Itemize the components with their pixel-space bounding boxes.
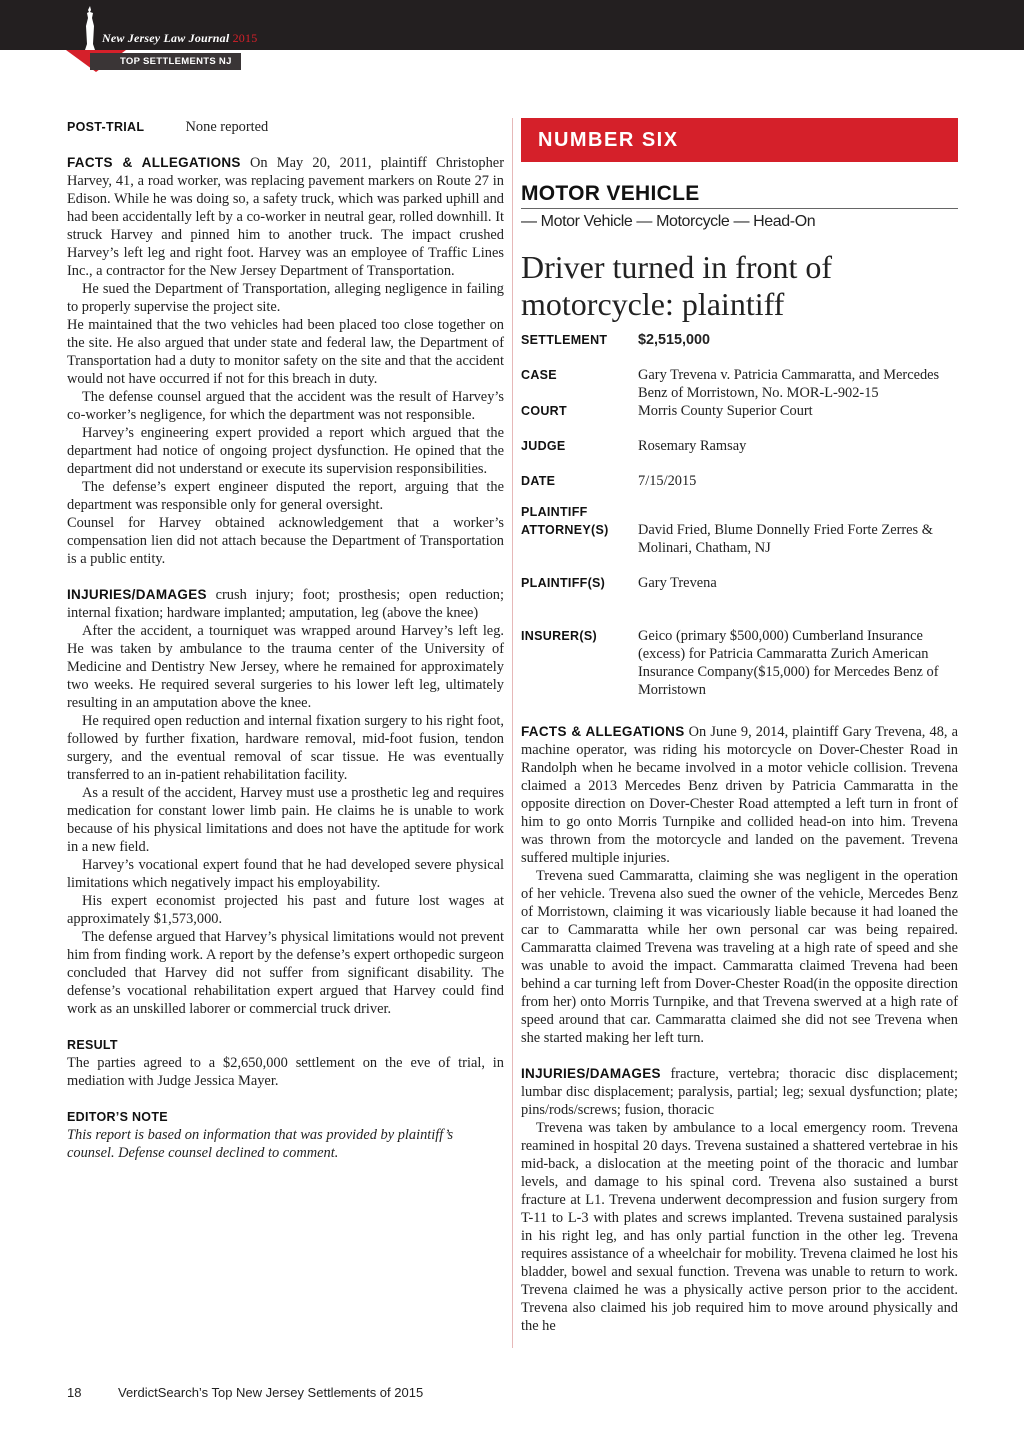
date-label: DATE <box>521 474 556 488</box>
settlement-value: $2,515,000 <box>638 332 711 348</box>
injuries-paragraph: crush injury; foot; prosthesis; open reduction; internal fixation; hardware implanted; amputation, leg (above the knee) <box>67 587 504 621</box>
judge-label: JUDGE <box>521 439 566 453</box>
facts-paragraph: He sued the Department of Transportation, alleging negligence in failing to properly supervise the project site. <box>67 281 504 315</box>
date-value: 7/15/2015 <box>638 473 697 489</box>
facts-section <box>521 723 958 1047</box>
result-label: RESULT <box>67 1038 118 1052</box>
injuries-paragraph: He required open reduction and internal fixation surgery to his right foot, followed by further fixation, hardware removal, mid-foot fusion, tendon surgery, and the eventual removal of scar tissue. He was eventually transferred to an in-patient rehabilitation facility. <box>67 713 504 783</box>
judge-row <box>521 437 958 455</box>
insurer-label: INSURER(S) <box>521 629 597 643</box>
page-number: 18 <box>67 1385 82 1400</box>
rank-banner: NUMBER SIX <box>521 118 958 162</box>
result-text: The parties agreed to a $2,650,000 settlement on the eve of trial, in mediation with Judge Jessica Mayer. <box>67 1055 504 1089</box>
case-label: CASE <box>521 368 557 382</box>
category-heading: MOTOR VEHICLE <box>521 182 958 209</box>
settlement-label: SETTLEMENT <box>521 333 608 347</box>
facts-paragraph: Harvey’s engineering expert provided a report which argued that the department had notice of ongoing project dysfunction. He opined that the department did not understand or execute its supervision responsibilities. <box>67 425 504 477</box>
post-trial-label: POST-TRIAL <box>67 120 145 134</box>
injuries-label: INJURIES/DAMAGES <box>67 587 207 602</box>
injuries-paragraph: As a result of the accident, Harvey must use a prosthetic leg and requires medication for constant lower limb pain. He claims he is unable to work because of his physical limitations and does not have the aptitude for work in a new field. <box>67 785 504 855</box>
facts-paragraph: He maintained that the two vehicles had been placed too close together on the site. He also argued that under state and federal law, the Department of Transportation had a duty to monitor safety on the site and that the accident would not have occurred if not for this breach in duty. <box>67 317 504 387</box>
attorney-row <box>521 503 958 557</box>
plaintiff-row <box>521 574 958 592</box>
facts-paragraph: Trevena sued Cammaratta, claiming she was negligent in the operation of her vehicle. Trevena also sued the owner of the vehicle, Mercedes Benz of Morristown, claiming it was vicariously liable because it had loaned the car to Cammaratta while her own personal car was being repaired. Cammaratta claimed Trevena was traveling at a high rate of speed and she was unable to avoid the impact. Cammaratta claimed Trevena had been behind a car turning left from Dover-Chester Road(in the opposite direction from her) onto Morris Turnpike, and that Trevena swerved at a high rate of speed around that car. Cammaratta claimed she did not see Trevena when she started making her left turn. <box>521 868 958 1046</box>
injuries-paragraph: His expert economist projected his past and future lost wages at approximately $1,573,000. <box>67 893 504 927</box>
court-row <box>521 402 958 420</box>
case-details-table <box>521 331 958 699</box>
result-section <box>67 1036 504 1090</box>
editor-note-text: This report is based on information that was provided by plaintiff’s counsel. Defense counsel declined to comment. <box>67 1127 454 1161</box>
attorney-label: PLAINTIFF ATTORNEY(S) <box>521 505 609 537</box>
facts-paragraph: Counsel for Harvey obtained acknowledgement that a worker’s compensation lien did not attach because the Department of Transportation is a public entity. <box>67 515 504 567</box>
attorney-value: David Fried, Blume Donnelly Fried Forte Zerres & Molinari, Chatham, NJ <box>638 522 933 556</box>
publication-name: VerdictSearch’s Top New Jersey Settlements of 2015 <box>118 1385 424 1400</box>
editor-note-section <box>67 1108 504 1162</box>
left-column <box>67 118 504 1162</box>
facts-label: FACTS & ALLEGATIONS <box>67 155 241 170</box>
post-trial-row <box>67 118 504 136</box>
facts-paragraph: The defense’s expert engineer disputed the report, arguing that the department was responsible only for general oversight. <box>67 479 504 513</box>
settlement-row <box>521 331 958 349</box>
masthead-title: New Jersey Law Journal 2015 <box>102 31 258 45</box>
section-tag: TOP SETTLEMENTS NJ <box>90 53 241 70</box>
headline: Driver turned in front of motorcycle: plaintiff <box>521 249 833 322</box>
court-value: Morris County Superior Court <box>638 403 813 419</box>
facts-paragraph: On May 20, 2011, plaintiff Christopher Harvey, 41, a road worker, was replacing pavement markers on Route 27 in Edison. While he was doing so, a safety truck, which was parked uphill and had been accidentally left by a co-worker in neutral gear, rolled downhill. It struck Harvey and pinned him to another truck. The impact crushed Harvey’s left leg and right foot. Harvey was an employee of Traffic Lines Inc., a contractor for the New Jersey Department of Transportation. <box>67 155 504 279</box>
masthead-year: 2015 <box>232 31 258 45</box>
injuries-paragraph: Trevena was taken by ambulance to a local emergency room. Trevena reamined in hospital 20 days. Trevena sustained a shattered vertebrae in his mid-back, a dislocation at the meeting point of the thoracic and lumbar levels, and damage to his spinal cord. Trevena also sustained a burst fracture at L1. Trevena underwent decompression and fusion surgery from T-11 to L-3 with plates and screws implanted. Trevena sustained paralysis in his right leg, and has only partial function in the other leg. Trevena requires assistance of a wheelchair for mobility. Trevena claimed he lost his bladder, bowel and sexual function. Trevena was unable to return to work. Trevena claimed he was a physically active person prior to the accident. Trevena also claimed his job required him to move around physically and the he <box>521 1120 958 1334</box>
plaintiff-value: Gary Trevena <box>638 575 717 591</box>
court-label: COURT <box>521 404 567 418</box>
injuries-paragraph: fracture, vertebra; thoracic disc displacement; lumbar disc displacement; paralysis, partial; leg; sexual dysfunction; plate; pins/rods/screws; fusion, thoracic <box>521 1066 958 1118</box>
facts-paragraph: On June 9, 2014, plaintiff Gary Trevena, 48, a machine operator, was riding his motorcycle on Dover-Chester Road in Randolph when he became involved in a motor vehicle collision. Trevena claimed a 2013 Mercedes Benz driven by Patricia Cammaratta in the opposite direction on Dover-Chester Road attempted a left turn in front of him to go onto Morris Turnpike and collided head-on into him. Trevena was thrown from the motorcycle and landed on the pavement. Trevena suffered multiple injuries. <box>521 724 959 866</box>
injuries-paragraph: The defense argued that Harvey’s physical limitations would not prevent him from finding work. A report by the defense’s expert orthopedic surgeon concluded that Harvey did not suffer from significant disability. The defense’s vocational rehabilitation expert argued that Harvey could find work as an unskilled laborer or commercial truck driver. <box>67 929 504 1017</box>
injuries-paragraph: After the accident, a tourniquet was wrapped around Harvey’s left leg. He was taken by ambulance to the trauma center of the University of Medicine and Dentistry New Jersey, where he remained for approximately two weeks. He required several surgeries to his lower left leg, ultimately resulting in an amputation above the knee. <box>67 623 504 711</box>
right-column <box>521 118 958 1335</box>
insurer-value: Geico (primary $500,000) Cumberland Insurance (excess) for Patricia Cammaratta Zurich American Insurance Company($15,000) for Mercedes Benz of Morristown <box>638 628 939 698</box>
editor-note-label: EDITOR’S NOTE <box>67 1110 168 1124</box>
facts-label: FACTS & ALLEGATIONS <box>521 724 685 739</box>
post-trial-value: None reported <box>185 119 269 135</box>
insurer-row <box>521 627 958 699</box>
injuries-section <box>521 1065 958 1335</box>
case-value: Gary Trevena v. Patricia Cammaratta, and Mercedes Benz of Morristown, No. MOR-L-902-15 <box>638 367 940 401</box>
injuries-label: INJURIES/DAMAGES <box>521 1066 661 1081</box>
judge-value: Rosemary Ramsay <box>638 438 747 454</box>
plaintiff-label: PLAINTIFF(S) <box>521 576 606 590</box>
date-row <box>521 472 958 490</box>
category-subhead: — Motor Vehicle — Motorcycle — Head-On <box>521 213 816 230</box>
column-divider <box>512 118 513 1348</box>
facts-paragraph: The defense counsel argued that the accident was the result of Harvey’s co-worker’s negligence, for which the department was not responsible. <box>67 389 504 423</box>
injuries-paragraph: Harvey’s vocational expert found that he had developed severe physical limitations which negatively impact his employability. <box>67 857 504 891</box>
case-row <box>521 366 958 402</box>
injuries-section <box>67 586 504 1018</box>
facts-section <box>67 154 504 568</box>
